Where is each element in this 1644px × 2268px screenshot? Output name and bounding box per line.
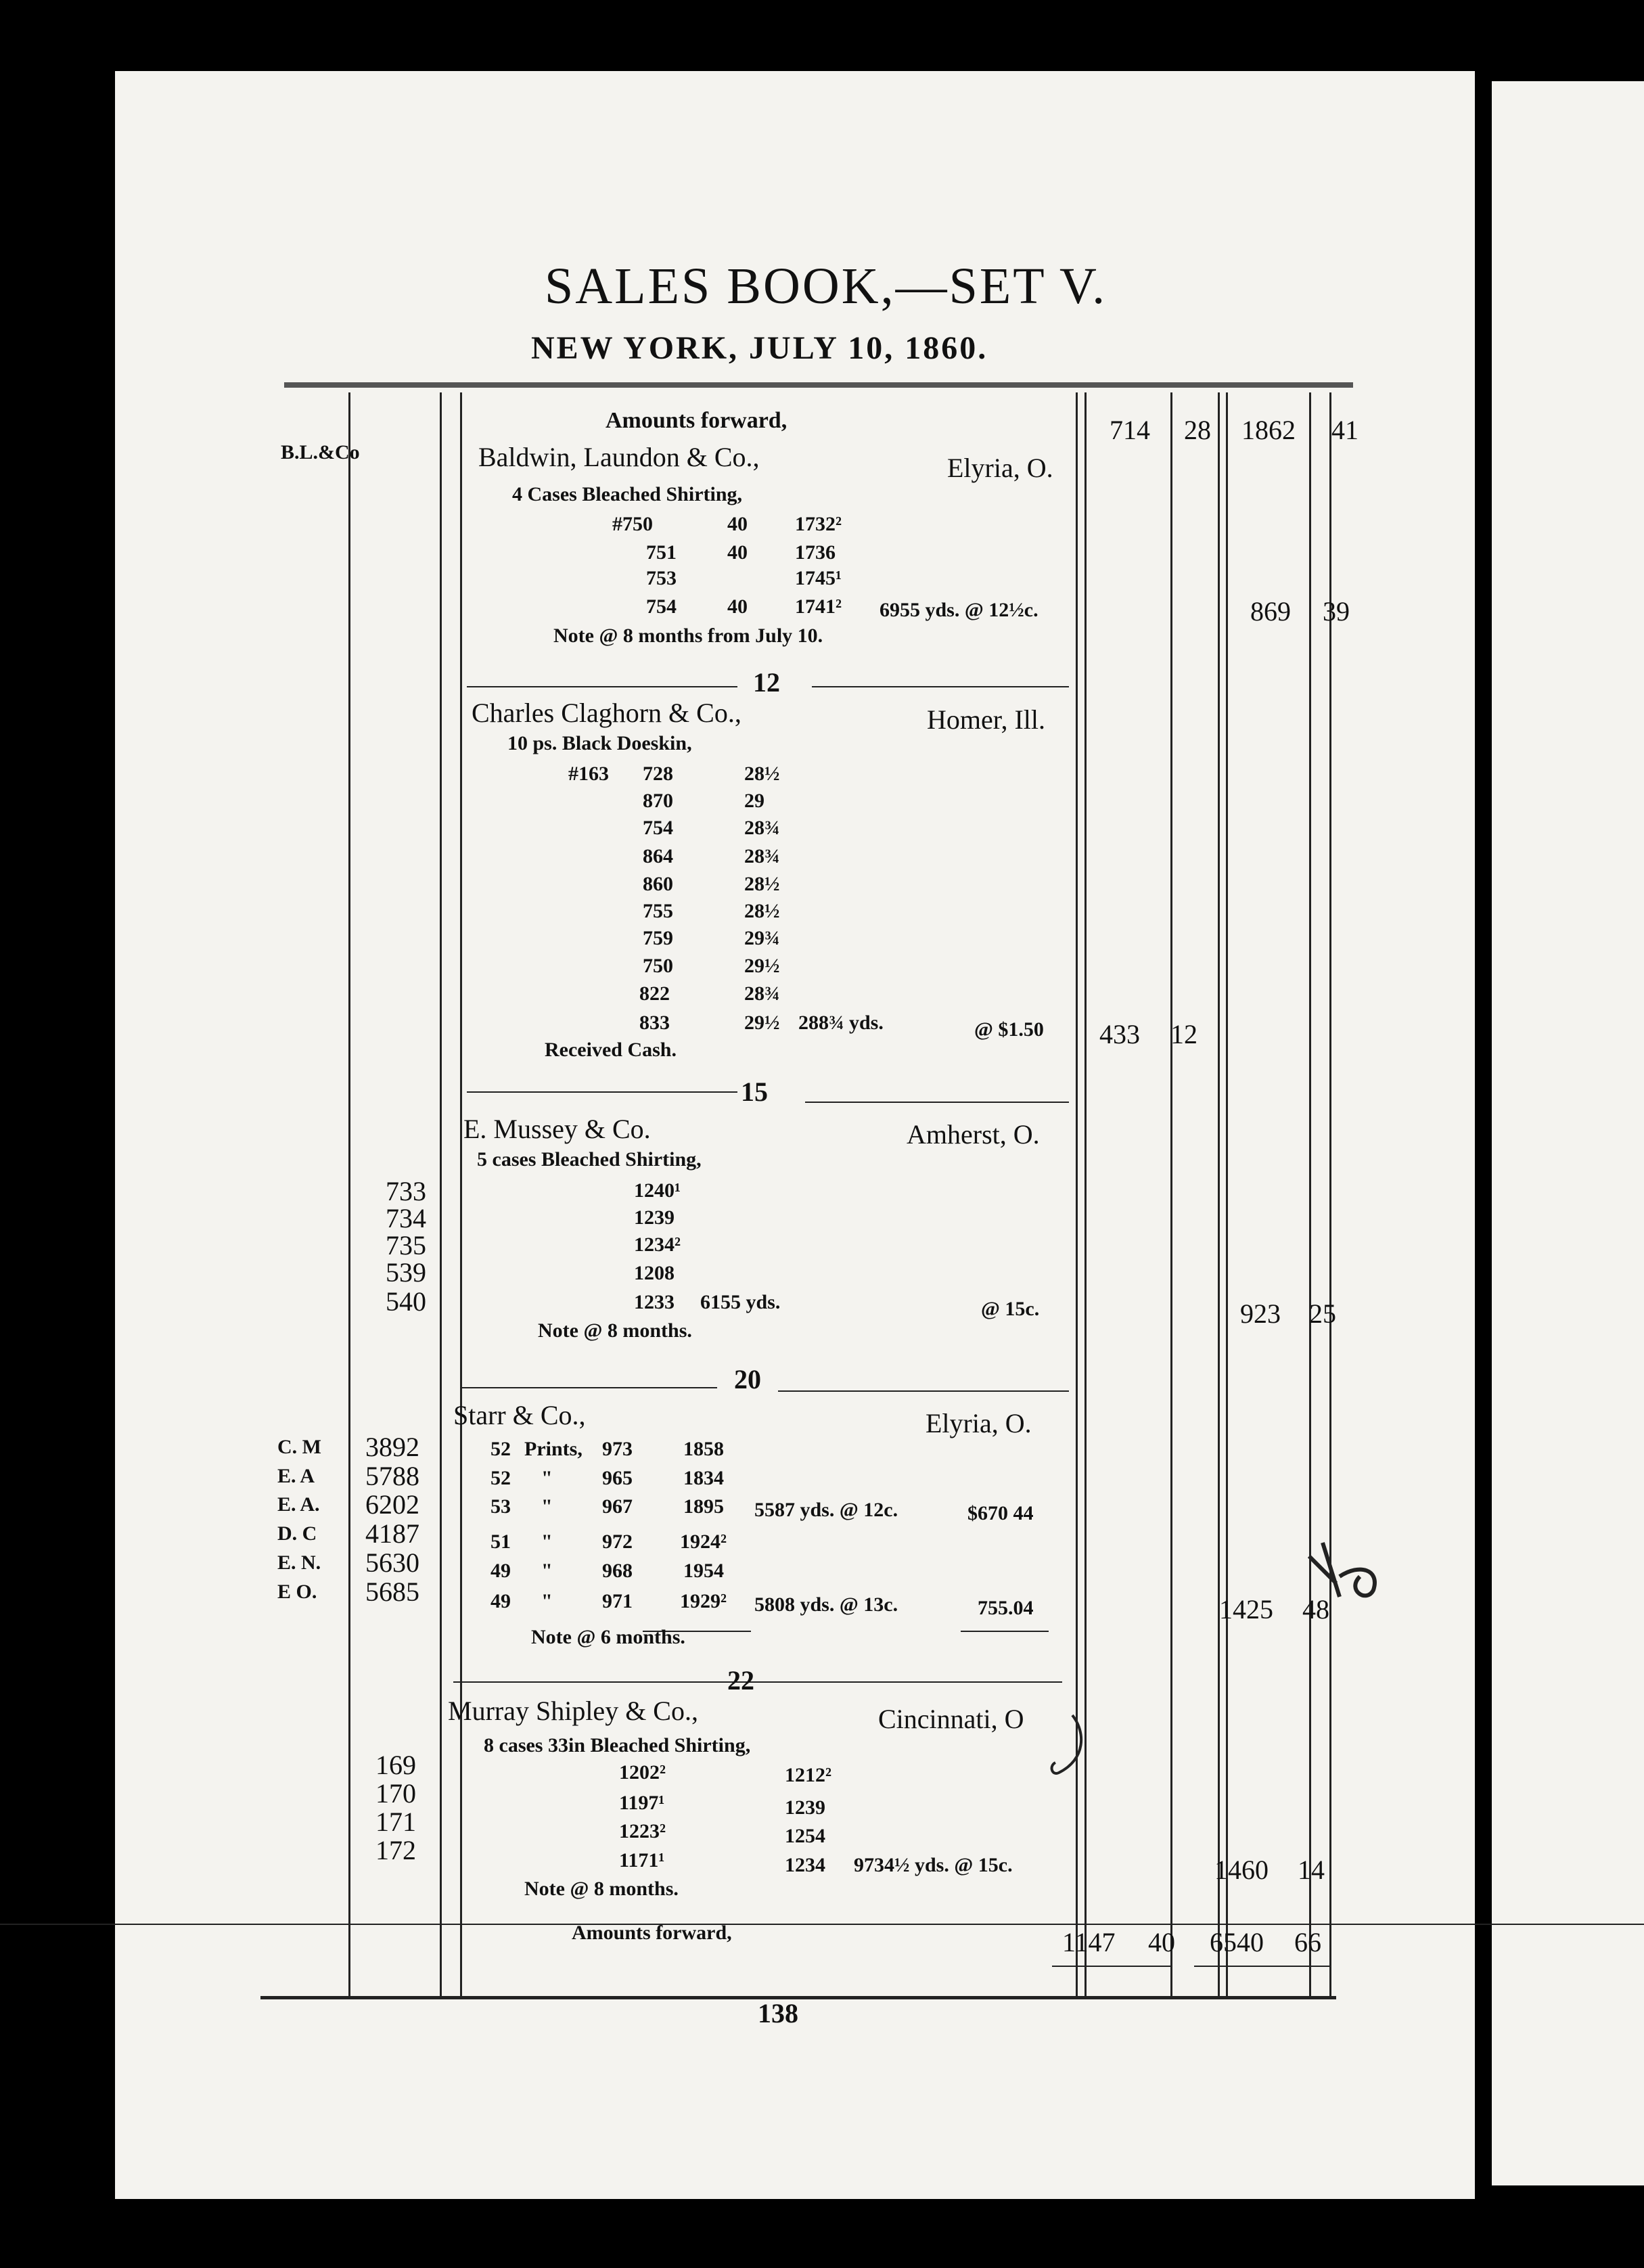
mussey-total-yds: 6155 yds. bbox=[700, 1291, 781, 1313]
murray-row-b: 1239 bbox=[785, 1796, 825, 1819]
page-title: SALES BOOK,—SET V. bbox=[545, 258, 1108, 315]
murray-calc: 9734½ yds. @ 15c. bbox=[854, 1854, 1013, 1876]
starr-total-underline bbox=[961, 1631, 1049, 1632]
starr-row-no: 4187 bbox=[365, 1518, 419, 1549]
starr-row-mark: E. A. bbox=[277, 1493, 320, 1516]
claghorn-date: 12 bbox=[753, 667, 780, 698]
starr-row-n: 973 bbox=[602, 1438, 633, 1460]
starr-row-no: 5685 bbox=[365, 1577, 419, 1607]
starr-row-yds: 1924² bbox=[680, 1530, 727, 1553]
starr-note: Note @ 6 months. bbox=[531, 1626, 685, 1648]
starr-row-q: 53 bbox=[490, 1495, 511, 1518]
mussey-row-no: 540 bbox=[386, 1286, 426, 1317]
page-subtitle: NEW YORK, JULY 10, 1860. bbox=[531, 330, 988, 366]
starr-row-n: 965 bbox=[602, 1467, 633, 1489]
mussey-row-yds: 1208 bbox=[634, 1262, 675, 1284]
claghorn-dollars: 433 bbox=[1099, 1019, 1140, 1049]
murray-row-a: 1223² bbox=[619, 1820, 666, 1842]
starr-row-yds: 1954 bbox=[683, 1560, 724, 1582]
claghorn-row-no: 822 bbox=[639, 982, 670, 1005]
bottom-total-rule bbox=[0, 1924, 1644, 1925]
top-rule bbox=[284, 382, 1353, 388]
claghorn-row-yds: 29¾ bbox=[744, 927, 780, 949]
baldwin-dollars: 869 bbox=[1250, 596, 1291, 627]
claghorn-price: @ $1.50 bbox=[974, 1018, 1044, 1041]
claghorn-total-yds: 288¾ yds. bbox=[798, 1012, 884, 1034]
mark-column-rule bbox=[348, 392, 350, 1996]
separator-15-right bbox=[805, 1102, 1069, 1103]
starr-row-q: 52 bbox=[490, 1467, 511, 1489]
starr-row-n: 971 bbox=[602, 1590, 633, 1612]
baldwin-cents: 39 bbox=[1323, 596, 1350, 627]
mussey-price: @ 15c. bbox=[981, 1298, 1040, 1320]
starr-row-n: 972 bbox=[602, 1530, 633, 1553]
claghorn-row-no: 750 bbox=[643, 955, 673, 977]
starr-row-no: 5788 bbox=[365, 1461, 419, 1491]
claghorn-row-yds: 29 bbox=[744, 790, 764, 812]
ledger-page bbox=[115, 71, 1475, 2199]
baldwin-row-c: 40 bbox=[727, 541, 748, 564]
baldwin-row-yds: 1745¹ bbox=[795, 567, 842, 589]
murray-goods: 8 cases 33in Bleached Shirting, bbox=[484, 1734, 751, 1756]
baldwin-row-no: 754 bbox=[646, 595, 677, 618]
murray-row-b: 1254 bbox=[785, 1825, 825, 1847]
forward-a-cents: 28 bbox=[1184, 415, 1211, 445]
baldwin-mark: B.L.&Co bbox=[281, 441, 360, 463]
bottom-b-cents: 66 bbox=[1294, 1927, 1321, 1957]
mussey-dollars: 923 bbox=[1240, 1298, 1281, 1329]
separator-12 bbox=[467, 686, 737, 687]
claghorn-row-no: 728 bbox=[643, 763, 673, 785]
murray-row-no: 172 bbox=[375, 1835, 416, 1865]
claghorn-goods: 10 ps. Black Doeskin, bbox=[507, 732, 692, 754]
claghorn-row-yds: 29½ bbox=[744, 1012, 780, 1034]
mussey-row-no: 733 bbox=[386, 1176, 426, 1206]
baldwin-row-no: 751 bbox=[646, 541, 677, 564]
amounts-forward-bottom-label: Amounts forward, bbox=[572, 1922, 732, 1944]
murray-dollars: 1460 bbox=[1214, 1855, 1269, 1885]
claghorn-row-yds: 29½ bbox=[744, 955, 780, 977]
amount-b-cents-rule bbox=[1309, 392, 1311, 1996]
starr-row-n: 967 bbox=[602, 1495, 633, 1518]
mussey-goods: 5 cases Bleached Shirting, bbox=[477, 1148, 702, 1171]
forward-b-dollars: 1862 bbox=[1241, 415, 1296, 445]
amount-a-cents-rule bbox=[1170, 392, 1172, 1996]
mussey-row-no: 734 bbox=[386, 1203, 426, 1233]
starr-row-mark: E O. bbox=[277, 1581, 317, 1603]
claghorn-row-yds: 28¾ bbox=[744, 817, 780, 839]
murray-row-no: 169 bbox=[375, 1750, 416, 1780]
amount-b-left-rule-2 bbox=[1226, 392, 1228, 1996]
mussey-row-no: 735 bbox=[386, 1230, 426, 1261]
murray-cents: 14 bbox=[1298, 1855, 1325, 1885]
baldwin-row-c: 40 bbox=[727, 595, 748, 618]
number-column-rule bbox=[440, 392, 442, 1996]
claghorn-row-no: 759 bbox=[643, 927, 673, 949]
claghorn-row-yds: 28½ bbox=[744, 873, 780, 895]
claghorn-row-yds: 28¾ bbox=[744, 845, 780, 867]
baldwin-summary: 6955 yds. @ 12½c. bbox=[880, 599, 1038, 621]
starr-row-amt: $670 44 bbox=[967, 1502, 1034, 1524]
claghorn-row-no: 864 bbox=[643, 845, 673, 867]
starr-row-mark: E. N. bbox=[277, 1551, 321, 1574]
starr-date: 20 bbox=[734, 1364, 761, 1394]
separator-20-right bbox=[778, 1390, 1069, 1392]
claghorn-row-yds: 28½ bbox=[744, 900, 780, 922]
murray-row-b: 1234 bbox=[785, 1854, 825, 1876]
starr-row-q: 52 bbox=[490, 1438, 511, 1460]
starr-row-calc: 5587 yds. @ 12c. bbox=[754, 1499, 898, 1521]
starr-row-n: 968 bbox=[602, 1560, 633, 1582]
murray-row-a: 1171¹ bbox=[619, 1849, 665, 1872]
footer-rule bbox=[260, 1996, 1336, 1999]
claghorn-place: Homer, Ill. bbox=[927, 704, 1046, 735]
starr-row-mark: E. A bbox=[277, 1465, 315, 1487]
claghorn-row-no: 754 bbox=[643, 817, 673, 839]
mussey-cents: 25 bbox=[1309, 1298, 1336, 1329]
claghorn-row-no: 755 bbox=[643, 900, 673, 922]
mussey-row-yds: 1233 bbox=[634, 1291, 675, 1313]
starr-row-desc: Prints, bbox=[524, 1438, 583, 1460]
pen-scribble-mark-2 bbox=[1045, 1712, 1093, 1779]
claghorn-row-no: 870 bbox=[643, 790, 673, 812]
baldwin-row-yds: 1741² bbox=[795, 595, 842, 618]
starr-row-yds: 1929² bbox=[680, 1590, 727, 1612]
pen-scribble-mark bbox=[1306, 1536, 1394, 1617]
murray-place: Cincinnati, O bbox=[878, 1704, 1024, 1734]
murray-row-no: 171 bbox=[375, 1807, 416, 1837]
starr-row-q: 49 bbox=[490, 1590, 511, 1612]
description-left-rule bbox=[460, 392, 462, 1996]
starr-row-yds: 1895 bbox=[683, 1495, 724, 1518]
claghorn-customer: Charles Claghorn & Co., bbox=[472, 698, 741, 728]
murray-row-a: 1197¹ bbox=[619, 1792, 665, 1814]
adjacent-page-edge bbox=[1492, 81, 1644, 2185]
starr-row-no: 3892 bbox=[365, 1432, 419, 1462]
baldwin-goods: 4 Cases Bleached Shirting, bbox=[512, 483, 743, 505]
claghorn-note: Received Cash. bbox=[545, 1039, 677, 1061]
starr-row-desc: " bbox=[541, 1590, 553, 1612]
total-a-underline bbox=[1052, 1966, 1170, 1967]
murray-customer: Murray Shipley & Co., bbox=[448, 1696, 698, 1726]
mussey-customer: E. Mussey & Co. bbox=[463, 1114, 651, 1144]
starr-dollars: 1425 bbox=[1219, 1594, 1273, 1625]
separator-22 bbox=[453, 1681, 1062, 1683]
starr-row-amt: 755.04 bbox=[978, 1597, 1034, 1619]
baldwin-row-yds: 1732² bbox=[795, 513, 842, 535]
forward-b-cents: 41 bbox=[1331, 415, 1358, 445]
mussey-row-no: 539 bbox=[386, 1257, 426, 1288]
baldwin-row-no: #750 bbox=[612, 513, 653, 535]
mussey-note: Note @ 8 months. bbox=[538, 1319, 692, 1342]
bottom-b-dollars: 6540 bbox=[1210, 1927, 1264, 1957]
starr-row-mark: C. M bbox=[277, 1436, 321, 1458]
forward-a-dollars: 714 bbox=[1110, 415, 1150, 445]
murray-note: Note @ 8 months. bbox=[524, 1878, 679, 1900]
amount-b-left-rule bbox=[1218, 392, 1220, 1996]
starr-row-yds: 1834 bbox=[683, 1467, 724, 1489]
separator-15 bbox=[467, 1091, 737, 1093]
mussey-row-yds: 1239 bbox=[634, 1206, 675, 1229]
mussey-row-yds: 1234² bbox=[634, 1233, 681, 1256]
baldwin-row-no: 753 bbox=[646, 567, 677, 589]
mussey-row-yds: 1240¹ bbox=[634, 1179, 681, 1202]
baldwin-row-yds: 1736 bbox=[795, 541, 836, 564]
baldwin-customer: Baldwin, Laundon & Co., bbox=[478, 442, 760, 472]
total-b-underline bbox=[1194, 1966, 1329, 1967]
starr-row-desc: " bbox=[541, 1467, 553, 1489]
baldwin-place: Elyria, O. bbox=[947, 453, 1053, 483]
baldwin-note: Note @ 8 months from July 10. bbox=[553, 625, 823, 647]
starr-row-calc: 5808 yds. @ 13c. bbox=[754, 1593, 898, 1616]
baldwin-row-c: 40 bbox=[727, 513, 748, 535]
claghorn-row-yds: 28½ bbox=[744, 763, 780, 785]
murray-row-no: 170 bbox=[375, 1778, 416, 1809]
amounts-forward-label: Amounts forward, bbox=[606, 408, 787, 433]
starr-row-yds: 1858 bbox=[683, 1438, 724, 1460]
murray-row-a: 1202² bbox=[619, 1761, 666, 1784]
starr-row-mark: D. C bbox=[277, 1522, 317, 1545]
murray-row-b: 1212² bbox=[785, 1764, 831, 1786]
claghorn-row-yds: 28¾ bbox=[744, 982, 780, 1005]
starr-place: Elyria, O. bbox=[926, 1408, 1032, 1438]
claghorn-lot: #163 bbox=[568, 763, 609, 785]
starr-row-q: 49 bbox=[490, 1560, 511, 1582]
starr-row-no: 6202 bbox=[365, 1489, 419, 1520]
starr-row-q: 51 bbox=[490, 1530, 511, 1553]
amount-b-right-rule bbox=[1329, 392, 1331, 1996]
starr-customer: Starr & Co., bbox=[453, 1400, 586, 1430]
claghorn-row-no: 833 bbox=[639, 1012, 670, 1034]
starr-cents: 48 bbox=[1302, 1594, 1329, 1625]
claghorn-cents: 12 bbox=[1170, 1019, 1197, 1049]
mussey-place: Amherst, O. bbox=[907, 1119, 1040, 1150]
starr-row-no: 5630 bbox=[365, 1547, 419, 1578]
bottom-a-dollars: 1147 bbox=[1062, 1927, 1116, 1957]
starr-row-desc: " bbox=[541, 1530, 553, 1553]
separator-20 bbox=[460, 1387, 717, 1388]
page-number: 138 bbox=[758, 1998, 798, 2028]
starr-row-desc: " bbox=[541, 1560, 553, 1582]
claghorn-row-no: 860 bbox=[643, 873, 673, 895]
separator-12-right bbox=[812, 686, 1069, 687]
murray-date: 22 bbox=[727, 1665, 754, 1696]
bottom-a-cents: 40 bbox=[1148, 1927, 1175, 1957]
starr-row-desc: " bbox=[541, 1495, 553, 1518]
mussey-date: 15 bbox=[741, 1076, 768, 1107]
